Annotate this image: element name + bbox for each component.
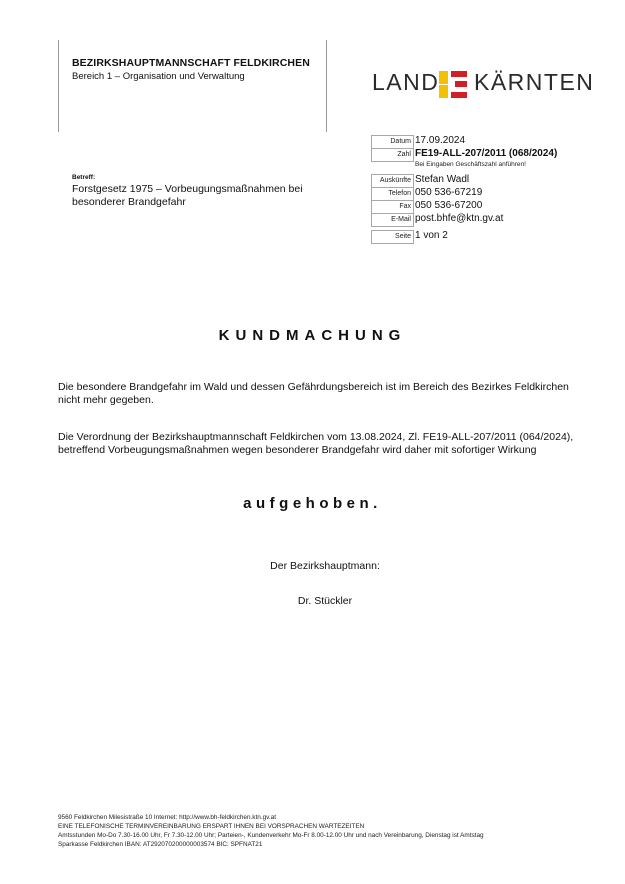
betreff-text: Forstgesetz 1975 – Vorbeugungsmaßnahmen bei besonderer Brandgefahr bbox=[72, 183, 303, 208]
emphasis-aufgehoben: aufgehoben. bbox=[243, 495, 382, 512]
meta-value-zahl: FE19-ALL-207/2011 (068/2024) bbox=[415, 148, 558, 159]
footer-notice: EINE TELEFONISCHE TERMINVEREINBARUNG ERSPART IHNEN BEI VORSPRACHEN WARTEZEITEN bbox=[58, 823, 365, 830]
footer-hours: Amtsstunden Mo-Do 7.30-16.00 Uhr, Fr 7.30-12.00 Uhr; Parteien-, Kundenverkehr Mo-Fr 8.00-12.00 Uhr und nach Vereinbarung, Dienstag ist Amtstag bbox=[58, 832, 484, 839]
signature-title: Der Bezirkshauptmann: bbox=[270, 560, 380, 572]
document-title: KUNDMACHUNG bbox=[218, 327, 407, 344]
meta-label: Fax bbox=[371, 200, 414, 214]
signature-name: Dr. Stückler bbox=[297, 595, 353, 607]
meta-value-auskuenfte: Stefan Wadl bbox=[415, 174, 470, 185]
header-divider-right bbox=[326, 40, 327, 132]
meta-value-seite: 1 von 2 bbox=[415, 230, 448, 241]
org-name: BEZIRKSHAUPTMANNSCHAFT FELDKIRCHEN bbox=[72, 57, 310, 69]
meta-value-telefon: 050 536-67219 bbox=[415, 187, 483, 198]
betreff-label: Betreff: bbox=[72, 174, 96, 181]
footer bbox=[58, 813, 618, 849]
body-paragraph-2: Die Verordnung der Bezirkshauptmannschaft Feldkirchen vom 13.08.2024, Zl. FE19-ALL-207/2011 (064/2024), betreffend Vorbeugungsmaßnahmen wegen besonderer Brandgefahr wird daher mit sofortiger Wirkung bbox=[58, 431, 574, 456]
header-divider-left bbox=[58, 40, 59, 132]
meta-label: E-Mail bbox=[371, 213, 414, 227]
land-kaernten-logo-icon bbox=[439, 71, 467, 98]
meta-value-fax: 050 536-67200 bbox=[415, 200, 483, 211]
org-department: Bereich 1 – Organisation und Verwaltung bbox=[72, 71, 245, 82]
footer-bank: Sparkasse Feldkirchen IBAN: AT292070200000003574 BIC: SPFNAT21 bbox=[58, 841, 263, 848]
meta-label: Zahl bbox=[371, 148, 414, 162]
meta-label: Telefon bbox=[371, 187, 414, 201]
footer-address: 9560 Feldkirchen Milesistraße 10 Internet: http://www.bh-feldkirchen.ktn.gv.at bbox=[58, 814, 276, 821]
meta-label: Auskünfte bbox=[371, 174, 414, 188]
meta-label: Seite bbox=[371, 230, 414, 244]
meta-value-email[interactable]: post.bhfe@ktn.gv.at bbox=[415, 213, 504, 224]
meta-label: Datum bbox=[371, 135, 414, 149]
logo-text-land: LAND bbox=[372, 69, 440, 95]
zahl-note: Bei Eingaben Geschäftszahl anführen! bbox=[415, 161, 526, 168]
meta-value-datum: 17.09.2024 bbox=[415, 135, 466, 146]
logo-text-kaernten: KÄRNTEN bbox=[474, 69, 595, 95]
body-paragraph-1: Die besondere Brandgefahr im Wald und dessen Gefährdungsbereich ist im Bereich des Bezirkes Feldkirchen nicht mehr gegeben. bbox=[58, 381, 569, 406]
